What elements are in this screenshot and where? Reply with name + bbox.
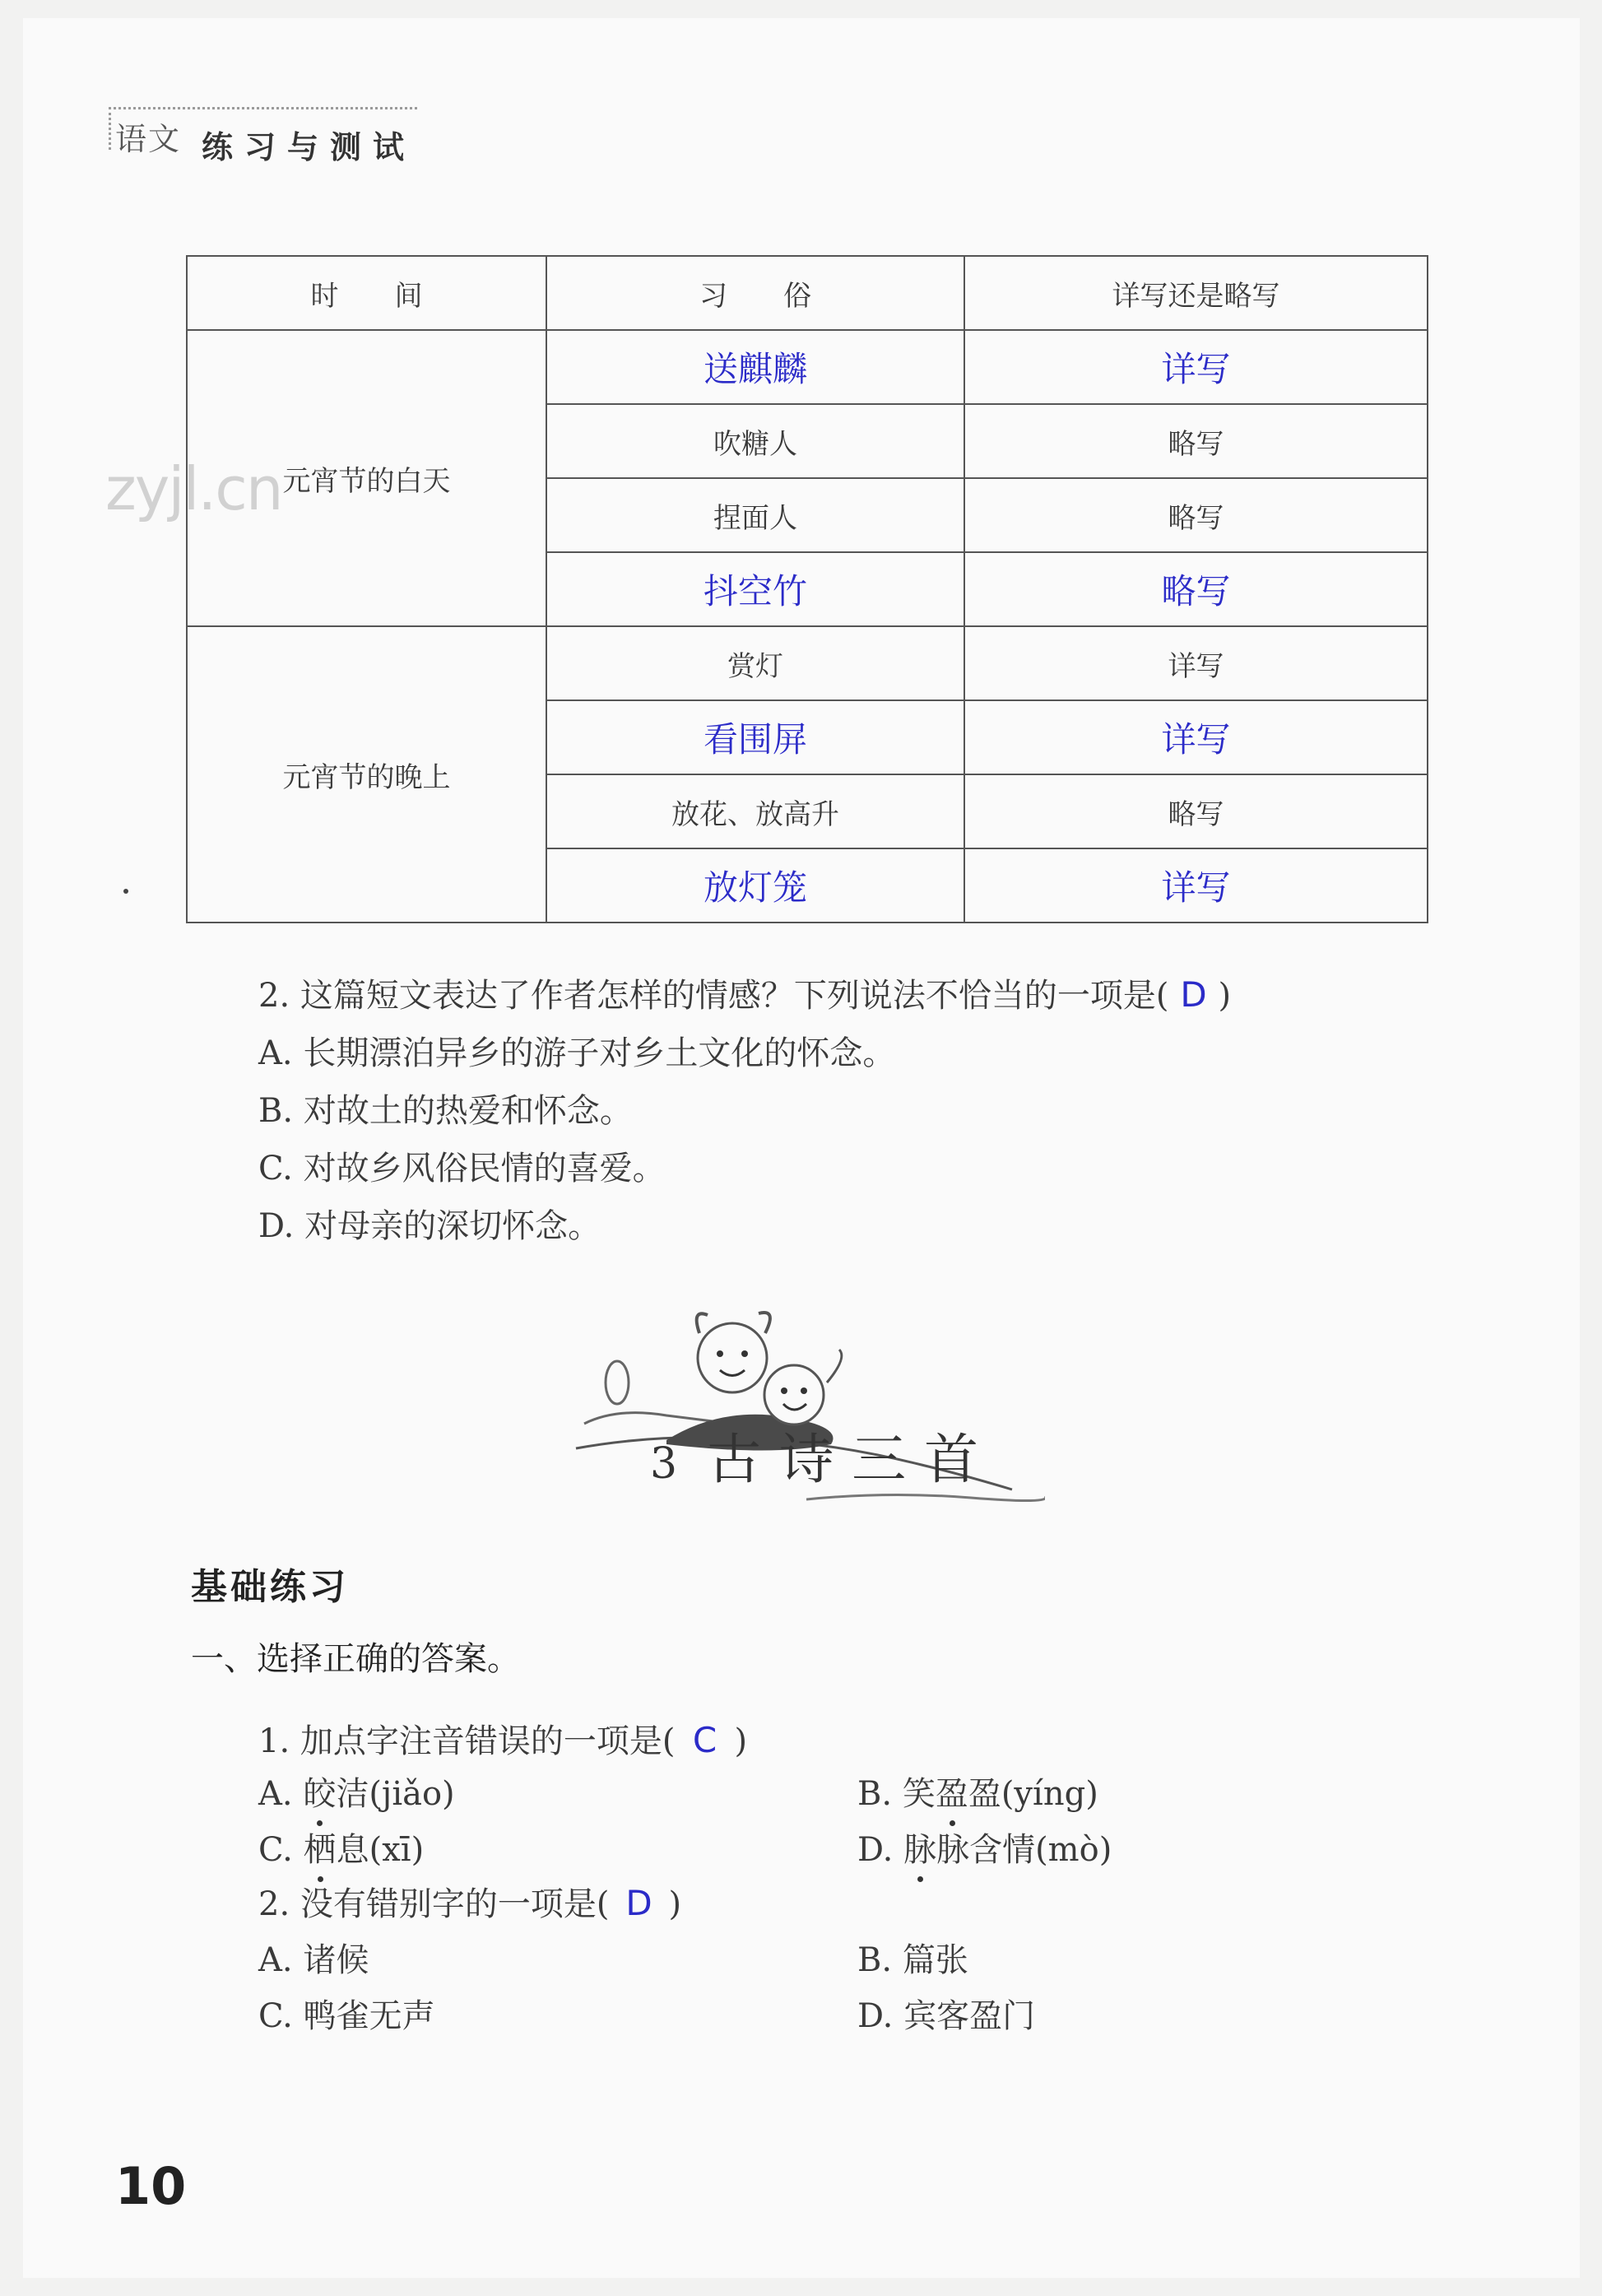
q2-stem-close: ) xyxy=(1218,977,1232,1015)
option-text: 盈(yíng) xyxy=(968,1775,1098,1813)
p1-q1-stem-text: 1. 加点字注音错误的一项是( xyxy=(258,1722,676,1760)
table-header-row xyxy=(187,256,1428,330)
lesson-number: 3 xyxy=(650,1439,678,1489)
option-label: D. xyxy=(857,1831,904,1869)
watermark: zyjl.cn xyxy=(105,454,282,523)
lesson-name: 古诗三首 xyxy=(707,1428,997,1491)
header-dotted-divider xyxy=(109,107,111,150)
detail-cell: 略写 xyxy=(964,478,1428,552)
header-dotted-line xyxy=(109,107,417,109)
p1-q1-stem-close: ) xyxy=(734,1722,748,1760)
custom-cell: 看围屏 xyxy=(546,700,964,774)
option-label: A. xyxy=(258,1775,304,1813)
table-row xyxy=(187,626,1428,700)
p1-q1-option-b xyxy=(857,1768,1098,1815)
header-time: 时 间 xyxy=(187,256,546,330)
detail-cell: 略写 xyxy=(964,552,1428,626)
custom-cell: 吹糖人 xyxy=(546,404,964,478)
p1-q2-stem xyxy=(258,1878,681,1925)
part1-heading: 一、选择正确的答案。 xyxy=(191,1640,520,1678)
detail-cell: 详写 xyxy=(964,330,1428,404)
option-text: 息(xī) xyxy=(336,1831,425,1869)
emphasized-char: 皎 xyxy=(303,1768,336,1815)
custom-cell: 赏灯 xyxy=(546,626,964,700)
detail-cell: 略写 xyxy=(964,774,1428,848)
custom-cell: 捏面人 xyxy=(546,478,964,552)
detail-cell: 详写 xyxy=(964,700,1428,774)
custom-cell: 放灯笼 xyxy=(546,848,964,923)
detail-cell: 略写 xyxy=(964,404,1428,478)
stray-dot xyxy=(123,889,128,894)
p1-q1-option-d xyxy=(857,1824,1112,1871)
q2-answer: D xyxy=(1180,974,1207,1015)
custom-cell: 送麒麟 xyxy=(546,330,964,404)
header-title: 练习与测试 xyxy=(202,129,416,165)
header-detail: 详写还是略写 xyxy=(964,256,1428,330)
p1-q2-option-d: D. 宾客盈门 xyxy=(857,1997,1036,2035)
p1-q2-answer: D xyxy=(625,1883,652,1923)
p1-q1-option-a xyxy=(258,1768,455,1815)
q2-option-d: D. 对母亲的深切怀念。 xyxy=(258,1207,601,1245)
q2-stem-text: 2. 这篇短文表达了作者怎样的情感？下列说法不恰当的一项是( xyxy=(258,977,1169,1015)
option-text: 洁(jiǎo) xyxy=(336,1775,455,1813)
page-number: 10 xyxy=(115,2156,187,2216)
p1-q1-stem xyxy=(258,1715,747,1762)
lesson-title xyxy=(650,1415,996,1494)
q2-option-a: A. 长期漂泊异乡的游子对乡土文化的怀念。 xyxy=(258,1034,896,1072)
detail-cell: 详写 xyxy=(964,626,1428,700)
p1-q1-answer: C xyxy=(692,1720,717,1760)
title-underline xyxy=(806,1490,1045,1506)
time-cell-night: 元宵节的晚上 xyxy=(187,626,546,923)
p1-q2-option-b: B. 篇张 xyxy=(857,1941,968,1979)
emphasized-char: 盈 xyxy=(936,1768,968,1815)
custom-cell: 放花、放高升 xyxy=(546,774,964,848)
p1-q1-option-c xyxy=(258,1824,424,1871)
p1-q2-stem-close: ) xyxy=(668,1885,682,1923)
custom-cell: 抖空竹 xyxy=(546,552,964,626)
emphasized-char: 脉 xyxy=(903,1824,936,1871)
p1-q2-option-c: C. 鸭雀无声 xyxy=(258,1997,435,2035)
emphasized-char: 栖 xyxy=(304,1824,337,1871)
section-heading: 基础练习 xyxy=(191,1566,349,1608)
option-text: 脉含情(mò) xyxy=(936,1831,1112,1869)
q2-option-c: C. 对故乡风俗民情的喜爱。 xyxy=(258,1150,666,1188)
header-custom: 习 俗 xyxy=(546,256,964,330)
time-cell-day: 元宵节的白天 xyxy=(187,330,546,626)
p1-q2-option-a: A. 诸候 xyxy=(258,1941,369,1979)
detail-cell: 详写 xyxy=(964,848,1428,923)
q2-stem xyxy=(258,969,1231,1016)
q2-option-b: B. 对故土的热爱和怀念。 xyxy=(258,1092,633,1130)
table-row xyxy=(187,330,1428,404)
p1-q2-stem-text: 2. 没有错别字的一项是( xyxy=(258,1885,610,1923)
customs-table xyxy=(186,255,1428,923)
header-subject: 语文 xyxy=(115,121,182,157)
option-label: C. xyxy=(258,1831,304,1869)
option-label: B. 笑 xyxy=(857,1775,936,1813)
